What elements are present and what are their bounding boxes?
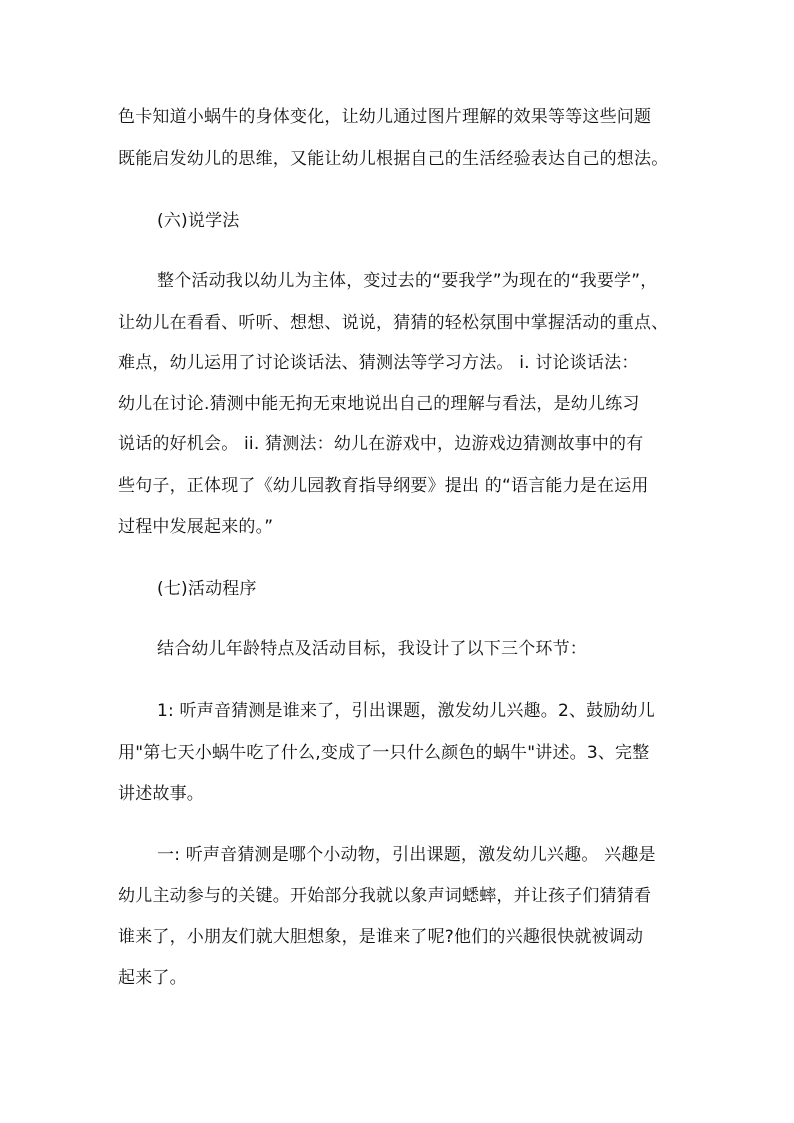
section-heading: (六)说学法 bbox=[157, 211, 240, 231]
text-line: 谁来了，小朋友们就大胆想象，是谁来了呢?他们的兴趣很快就被调动 bbox=[118, 927, 644, 947]
text-line: 幼儿在讨论.猜测中能无拘无束地说出自己的理解与看法，是幼儿练习 bbox=[118, 394, 640, 414]
text-line: 过程中发展起来的。” bbox=[118, 517, 274, 537]
text-line: 既能启发幼儿的思维，又能让幼儿根据自己的生活经验表达自己的想法。 bbox=[118, 149, 669, 169]
text-line: 整个活动我以幼儿为主体，变过去的“要我学”为现在的“我要学”， bbox=[157, 271, 658, 291]
text-line: 结合幼儿年龄特点及活动目标，我设计了以下三个环节： bbox=[157, 639, 587, 659]
text-line: 起来了。 bbox=[118, 968, 187, 988]
text-line: 讲述故事。 bbox=[118, 784, 204, 804]
text-line: 难点，幼儿运用了讨论谈话法、猜测法等学习方法。 i. 讨论谈话法： bbox=[118, 353, 639, 373]
text-line: 幼儿主动参与的关键。开始部分我就以象声词蟋蟀，并让孩子们猜猜看 bbox=[118, 886, 652, 906]
text-line: 一: 听声音猜测是哪个小动物，引出课题，激发幼儿兴趣。 兴趣是 bbox=[157, 845, 656, 865]
text-line: 些句子，正体现了《幼儿园教育指导纲要》提出 的“语言能力是在运用 bbox=[118, 476, 649, 496]
text-line: 色卡知道小蜗牛的身体变化，让幼儿通过图片理解的效果等等这些问题 bbox=[118, 107, 652, 127]
text-line: 说话的好机会。 ii. 猜测法：幼儿在游戏中，边游戏边猜测故事中的有 bbox=[118, 434, 644, 454]
section-heading: (七)活动程序 bbox=[157, 579, 257, 599]
text-line: 让幼儿在看看、听听、想想、说说，猜猜的轻松氛围中掌握活动的重点、 bbox=[118, 313, 669, 333]
text-line: 1: 听声音猜测是谁来了，引出课题，激发幼儿兴趣。2、鼓励幼儿 bbox=[157, 701, 655, 721]
text-line: 用"第七天小蜗牛吃了什么,变成了一只什么颜色的蜗牛"讲述。3、完整 bbox=[118, 743, 650, 763]
